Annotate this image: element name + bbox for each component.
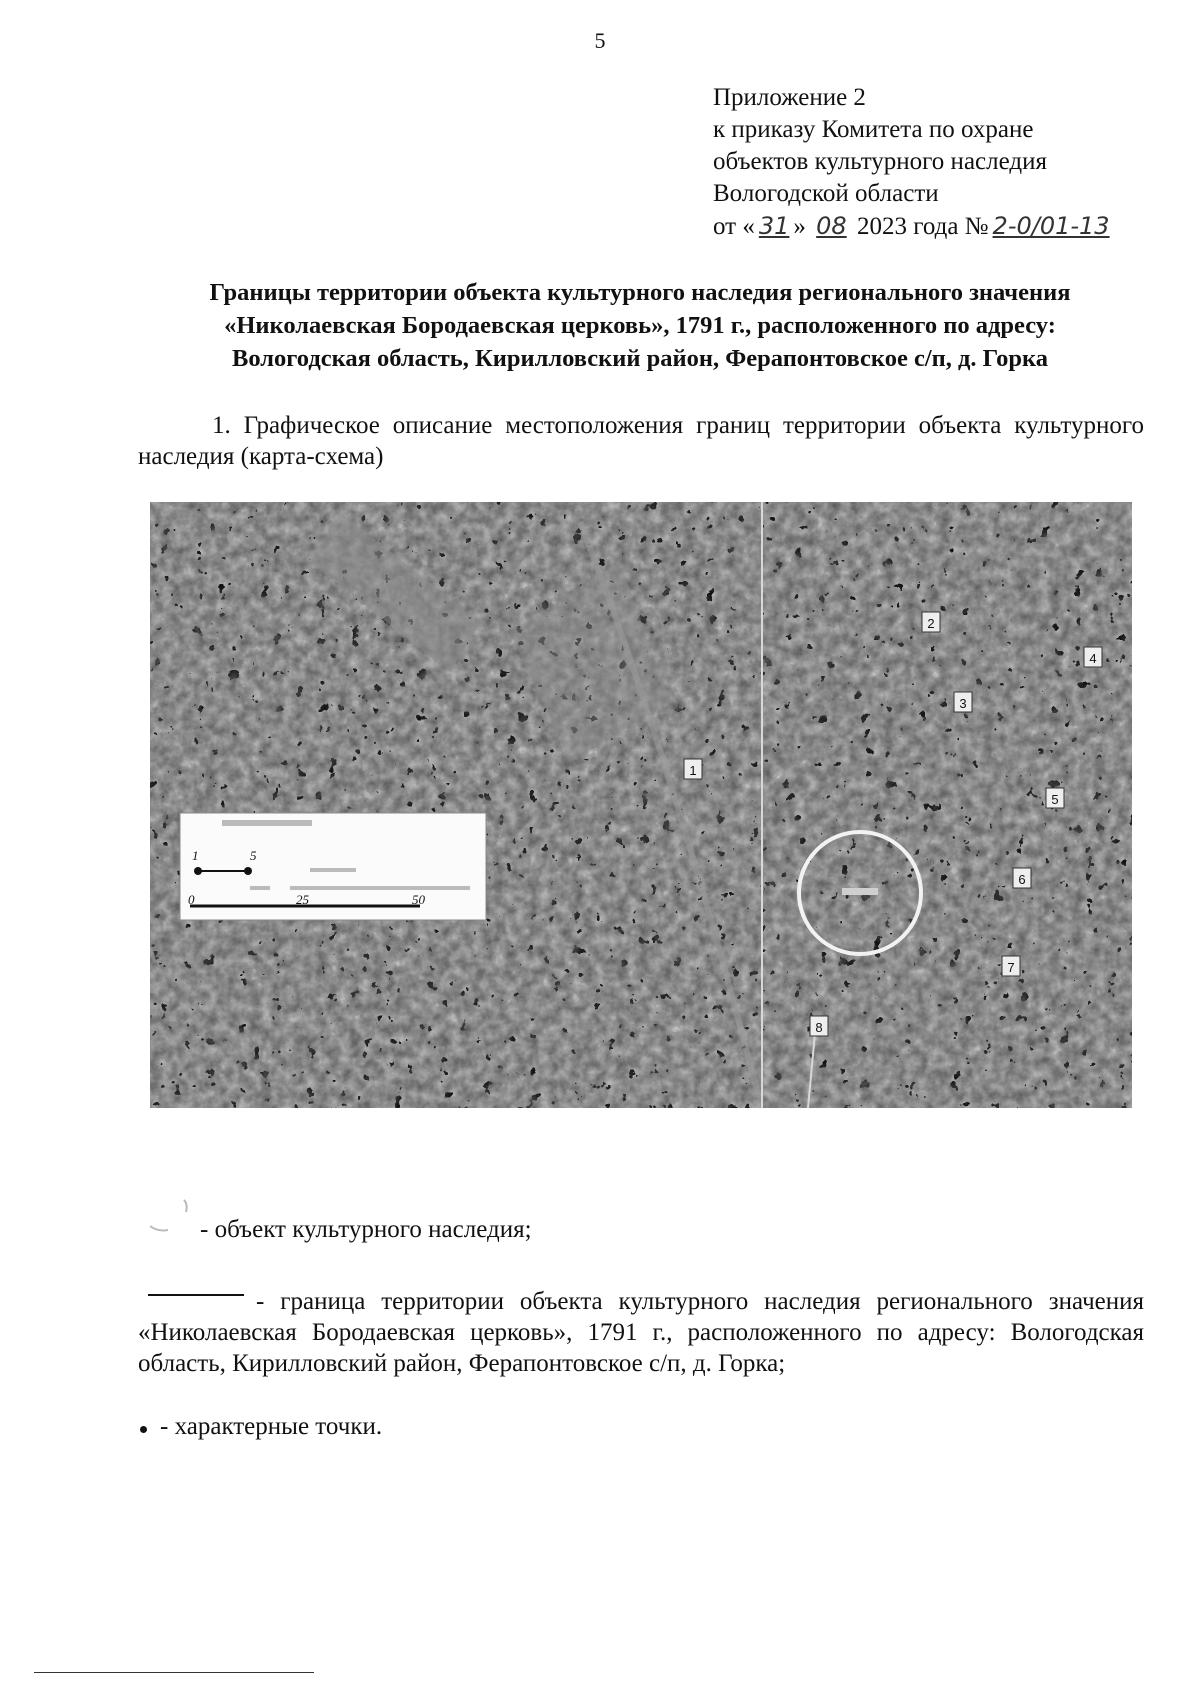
point-label: 7 [1007, 960, 1015, 975]
satellite-image [150, 502, 1132, 1108]
footer-rule [34, 1672, 314, 1673]
map-inset-scale [180, 813, 486, 920]
legend-points: - характерные точки. [160, 1413, 383, 1440]
point-legend-dot [140, 1426, 147, 1433]
page-number: 5 [594, 28, 606, 53]
point-marker [1084, 647, 1102, 667]
point-label: 3 [959, 696, 967, 711]
point-label: 4 [1089, 651, 1097, 666]
legend-heritage-object: - объект культурного наследия; [200, 1216, 532, 1243]
document-title [120, 276, 1160, 375]
terrain-texture [150, 502, 1132, 1108]
appendix-header [713, 82, 1114, 243]
point-label: 1 [689, 763, 697, 778]
order-month: 08 [816, 212, 847, 240]
point-marker [1013, 868, 1031, 888]
date-mid: » [793, 213, 806, 240]
point-label: 5 [1051, 792, 1059, 807]
point-marker [922, 612, 940, 632]
date-year: 2023 года № [856, 213, 989, 240]
legend-boundary: - граница территории объекта культурного наследия регионального значения «Николаевская Бородаевская церковь», 1791 г., расположенного по адресу: Вологодская область, Кирилловский район, Ферапонтовское с/п, д. Горка; [138, 1288, 1144, 1377]
point-marker [1046, 788, 1064, 808]
heritage-object-legend-icon [144, 1198, 192, 1238]
heritage-object-label-mark [842, 888, 878, 895]
point-label: 6 [1018, 872, 1026, 887]
point-marker [810, 1016, 828, 1036]
inset-label-a: 1 [192, 848, 199, 863]
title-line-2: «Николаевская Бородаевская церковь», 1791 г., расположенного по адресу: [224, 312, 1056, 339]
point-marker [684, 759, 702, 779]
point-label: 8 [815, 1020, 823, 1035]
title-line-3: Вологодская область, Кирилловский район, Ферапонтовское с/п, д. Горка [232, 345, 1048, 372]
inset-scale-tick: 25 [296, 892, 309, 907]
appendix-date-line [713, 210, 1114, 243]
appendix-line-4: Вологодской области [713, 180, 939, 207]
inset-label-b: 5 [250, 848, 257, 863]
point-marker [954, 692, 972, 712]
date-prefix: от « [713, 213, 755, 240]
appendix-line-3: объектов культурного наследия [713, 148, 1047, 175]
section-1-heading: 1. Графическое описание местоположения границ территории объекта культурного наследия (карта-схема) [138, 412, 1144, 470]
order-day: 31 [758, 212, 790, 240]
order-number: 2-0/01-13 [992, 212, 1110, 240]
point-label: 2 [927, 616, 935, 631]
point-marker [1002, 956, 1020, 976]
inset-scale-tick: 0 [188, 892, 195, 907]
appendix-line-1: Приложение 2 [713, 84, 866, 111]
title-line-1: Границы территории объекта культурного наследия регионального значения [209, 279, 1071, 306]
appendix-line-2: к приказу Комитета по охране [713, 116, 1034, 143]
inset-scale-tick: 50 [412, 892, 425, 907]
map-scheme [150, 502, 1132, 1108]
